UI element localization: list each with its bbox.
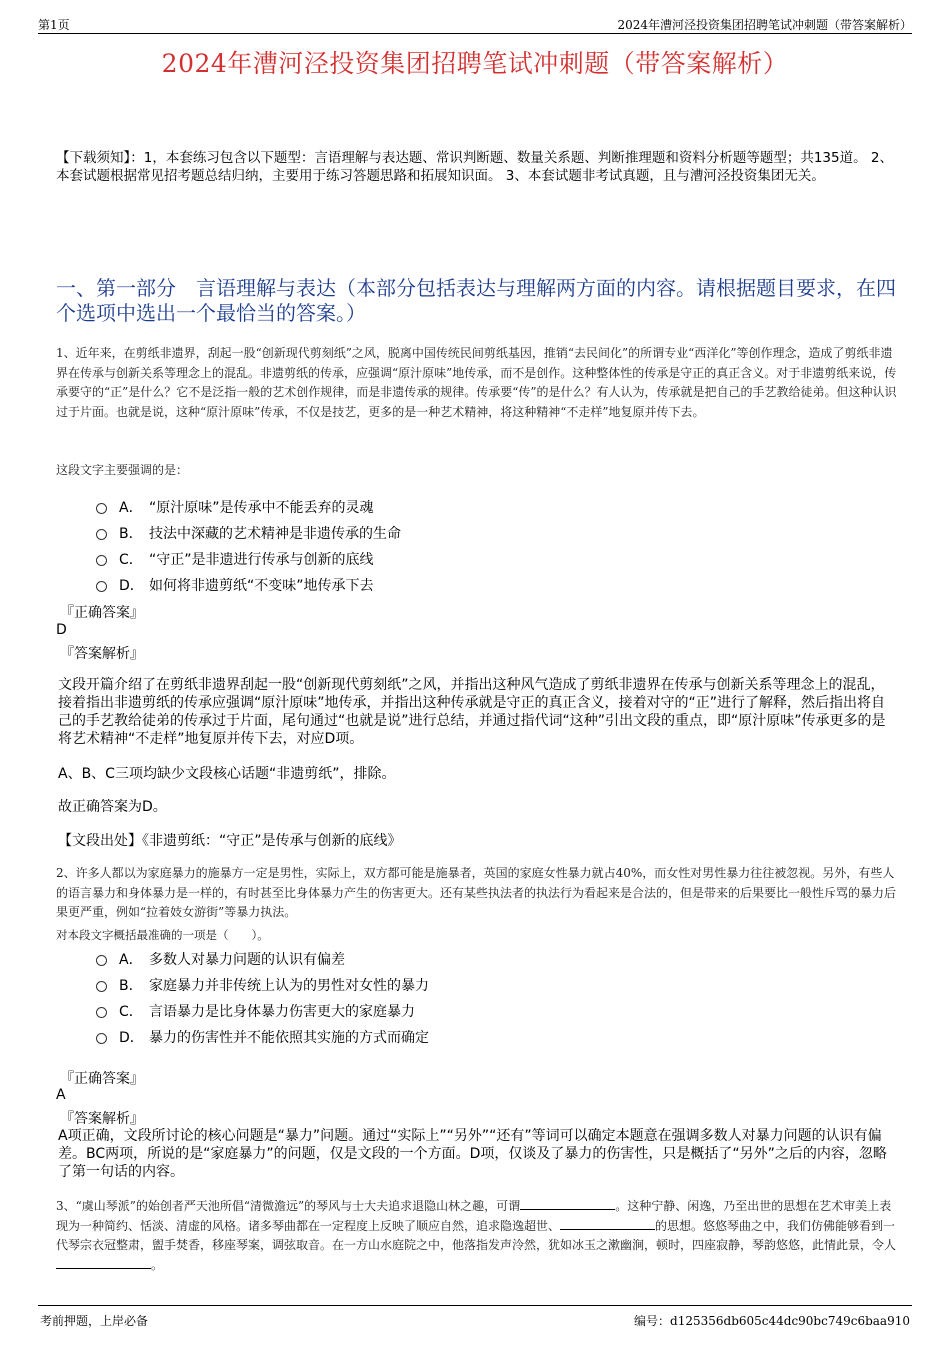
q3-passage: 3、“虞山琴派”的始创者严天池所倡“清微澹远”的琴风与士大夫追求退隐山林之趣，可谓 。这种宁静、闲逸，乃至出世的思想在艺术审美上表现为一种简约、恬淡、清虚的风格。诸多琴曲都在一定程度上反映了顺应自然，追求隐逸超世、 的思想。悠悠琴曲之中，我们仿佛能够看到一代琴宗衣冠整肃，盥手焚香，移座琴案，调弦取音。在一方山水庭院之中，他落指发声泠然，犹如冰玉之漱幽涧，顿时，四座寂静，琴韵悠悠，此情此景，令人。 [56,1199,897,1272]
page-title: 2024年漕河泾投资集团招聘笔试冲刺题（带答案解析） [161,49,789,78]
radio-icon[interactable] [96,529,107,540]
q1-option-c[interactable]: C． “守正”是非遗进行传承与创新的底线 [96,549,374,569]
header-doc-title: 2024年漕河泾投资集团招聘笔试冲刺题（带答案解析） [617,18,912,32]
header-divider [38,33,912,34]
q1-source: 【文段出处】《非遗剪纸：“守正”是传承与创新的底线》 [58,833,402,849]
q1-option-a[interactable]: A． “原汁原味”是传承中不能丢弃的灵魂 [96,497,374,517]
q1-answer: D [56,622,67,638]
q1-question: 这段文字主要强调的是： [56,463,189,477]
radio-icon[interactable] [96,1033,107,1044]
q2-answer: A [56,1087,66,1103]
q2-option-b[interactable]: B． 家庭暴力并非传统上认为的男性对女性的暴力 [96,975,429,995]
q1-analysis-conclusion: 故正确答案为D。 [58,799,167,815]
page-number: 第1页 [38,18,70,32]
radio-icon[interactable] [96,581,107,592]
q2-analysis-text: A项正确，文段所讨论的核心问题是“暴力”问题。通过“实际上”“另外”“还有”等词可以确定本题意在强调多数人对暴力问题的认识有偏差。BC两项，所说的是“家庭暴力”的问题，仅是文段的一个方面。D项，仅谈及了暴力的伤害性，只是概括了“另外”之后的内容，忽略了第一句话的内容。 [58,1128,887,1180]
q2-question: 对本段文字概括最准确的一项是（ ）。 [56,928,269,942]
q1-analysis-exclude: A、B、C三项均缺少文段核心话题“非遗剪纸”，排除。 [58,766,396,782]
download-notice: 【下载须知】：1，本套练习包含以下题型：言语理解与表达题、常识判断题、数量关系题、判断推理题和资料分析题等题型；共135道。 2、本套试题根据常见招考题总结归纳，主要用于练习答题思路和拓展知识面。 3、本套试题非考试真题，且与漕河泾投资集团无关。 [56,150,893,184]
q1-correct-label: 『正确答案』 [60,605,144,621]
q1-passage: 1、近年来，在剪纸非遗界，刮起一股“创新现代剪刻纸”之风，脱离中国传统民间剪纸基因，推销“去民间化”的所谓专业“西洋化”等创作理念，造成了剪纸非遗界在传承与创新关系等理念上的混乱。非遗剪纸的传承，应强调“原汁原味”地传承，而不是创作。这种整体性的传承是守正的真正含义。对于非遗剪纸来说，传承要守的“正”是什么？它不是泛指一般的艺术创作规律，而是非遗传承的规律。传承要“传”的是什么？有人认为，传承就是把自己的手艺教给徒弟。但这种认识过于片面。也就是说，这种“原汁原味”传承，不仅是技艺，更多的是一种艺术精神，将这种精神“不走样”地复原并传下去。 [56,346,897,419]
q2-correct-label: 『正确答案』 [60,1071,144,1087]
radio-icon[interactable] [96,1007,107,1018]
q1-option-b[interactable]: B． 技法中深藏的艺术精神是非遗传承的生命 [96,523,401,543]
q2-option-a[interactable]: A． 多数人对暴力问题的认识有偏差 [96,949,345,969]
footer-divider [38,1305,912,1306]
footer-slogan: 考前押题，上岸必备 [40,1314,149,1328]
q2-option-c[interactable]: C． 言语暴力是比身体暴力伤害更大的家庭暴力 [96,1001,415,1021]
q1-analysis-label: 『答案解析』 [60,646,144,662]
q2-passage: 2、许多人都以为家庭暴力的施暴方一定是男性，实际上，双方都可能是施暴者，英国的家庭女性暴力就占40%，而女性对男性暴力往往被忽视。另外，有些人的语言暴力和身体暴力是一样的，有时甚至比身体暴力产生的伤害更大。还有某些执法者的执法行为看起来是合法的，但是带来的后果要比一般性斥骂的暴力后果更严重，例如“拉着妓女游街”等暴力执法。 [56,866,897,919]
q1-analysis-text: 文段开篇介绍了在剪纸非遗界刮起一股“创新现代剪刻纸”之风，并指出这种风气造成了剪纸非遗界在传承与创新关系等理念上的混乱，接着指出非遗剪纸的传承应强调“原汁原味”地传承，并指出这种传承就是守正的真正含义，接着对守的“正”进行了解释，然后指出将自己的手艺教给徒弟的传承过于片面，尾句通过“也就是说”进行总结，并通过指代词“这种”引出文段的重点，即“原汁原味”传承更多的是将艺术精神“不走样”地复原并传下去，对应D项。 [58,677,886,747]
q1-option-d[interactable]: D． 如何将非遗剪纸“不变味”地传承下去 [96,575,374,595]
q3-blank-1[interactable] [520,1197,615,1210]
q2-analysis-label: 『答案解析』 [60,1111,144,1127]
radio-icon[interactable] [96,955,107,966]
radio-icon[interactable] [96,981,107,992]
footer-serial: 编号：d125356db605c44dc90bc749c6baa910 [634,1314,910,1328]
radio-icon[interactable] [96,555,107,566]
q3-blank-2[interactable] [560,1217,655,1230]
radio-icon[interactable] [96,503,107,514]
section-title: 一、第一部分 言语理解与表达（本部分包括表达与理解两方面的内容。请根据题目要求，在四个选项中选出一个最恰当的答案。） [56,276,896,325]
q2-option-d[interactable]: D． 暴力的伤害性并不能依照其实施的方式而确定 [96,1027,429,1047]
q3-blank-3[interactable] [56,1256,151,1269]
